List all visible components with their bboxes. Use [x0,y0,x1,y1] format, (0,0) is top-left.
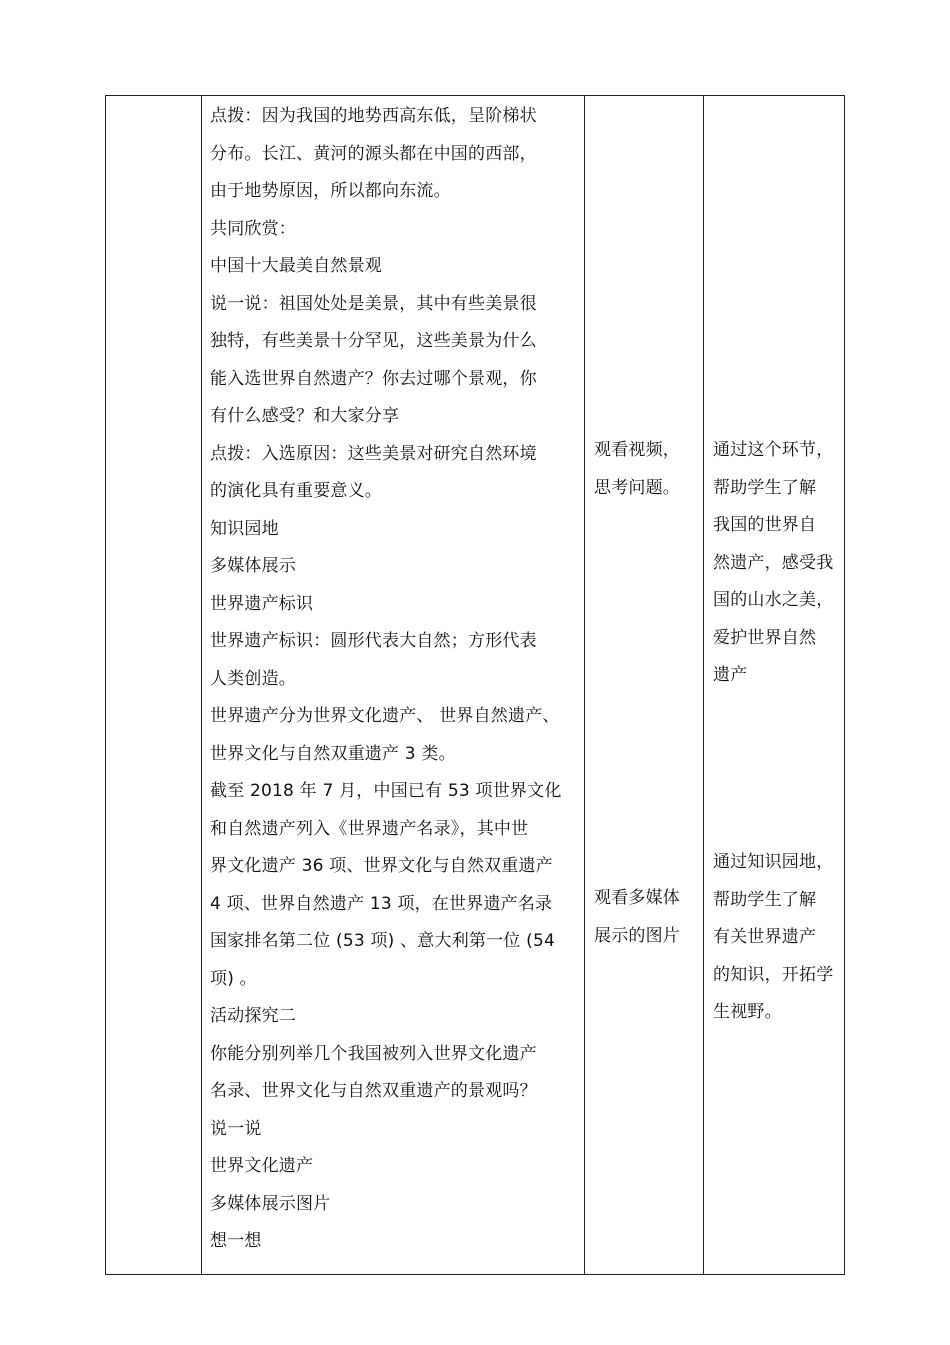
activity-block [594,432,680,507]
column-divider [584,96,585,1274]
content-line: 世界遗产分为世界文化遗产、 世界自然遗产、 [210,706,560,726]
content-line: 名录、世界文化与自然双重遗产的景观吗？ [210,1081,537,1101]
content-line: 点拨：入选原因：这些美景对研究自然环境 [210,443,537,464]
content-line: 独特，有些美景十分罕见，这些美景为什么 [210,331,537,351]
intent-line: 通过这个环节， [713,440,834,460]
content-line: 点拨：因为我国的地势西高东低，呈阶梯状 [210,106,537,126]
activity-line: 展示的图片 [594,925,680,946]
column-divider [201,96,202,1274]
content-line: 由于地势原因，所以都向东流。 [210,181,451,201]
content-line: 的演化具有重要意义。 [210,481,382,501]
content-line: 活动探究二 [210,1006,296,1026]
content-line: 中国十大最美自然景观 [210,256,382,276]
teaching-content-column [210,98,580,1261]
content-line: 想一想 [210,1231,262,1251]
content-line: 世界遗产标识 [210,593,314,614]
content-line: 4 项、世界自然遗产 13 项，在世界遗产名录 [210,893,553,914]
content-line: 能入选世界自然遗产？你去过哪个景观，你 [210,368,537,389]
content-line: 知识园地 [210,518,279,539]
intent-line: 生视野。 [713,1002,782,1022]
content-line: 多媒体展示图片 [210,1193,331,1214]
intent-line: 遗产 [713,665,748,685]
intent-line: 然遗产，感受我 [713,552,834,573]
intent-line: 帮助学生了解 [713,889,817,910]
content-line: 截至 2018 年 7 月，中国已有 53 项世界文化 [210,781,562,801]
content-line: 世界遗产标识：圆形代表大自然；方形代表 [210,631,537,651]
activity-line: 思考问题。 [594,477,680,498]
content-line: 多媒体展示 [210,556,296,576]
content-line: 有什么感受？和大家分享 [210,406,400,426]
intent-line: 的知识，开拓学 [713,964,834,985]
content-line: 和自然遗产列入《世界遗产名录》，其中世 [210,818,529,839]
lesson-plan-table [105,95,845,1275]
content-line: 你能分别列举几个我国被列入世界文化遗产 [210,1043,537,1064]
intent-block [713,432,833,695]
content-line: 世界文化遗产 [210,1156,314,1176]
content-line: 人类创造。 [210,668,296,689]
intent-line: 通过知识园地， [713,852,834,872]
activity-line: 观看多媒体 [594,888,680,908]
content-line: 分布。长江、黄河的源头都在中国的西部， [210,143,537,164]
intent-block [713,844,833,1032]
intent-line: 有关世界遗产 [713,927,817,947]
content-line: 项) 。 [210,968,257,989]
content-line: 共同欣赏： [210,218,296,239]
intent-line: 爱护世界自然 [713,627,817,648]
column-divider [703,96,704,1274]
activity-block [594,880,680,955]
activity-line: 观看视频， [594,440,680,460]
intent-line: 帮助学生了解 [713,477,817,498]
intent-line: 我国的世界自 [713,515,817,535]
content-line: 说一说 [210,1118,262,1139]
intent-line: 国的山水之美， [713,590,834,610]
content-line: 界文化遗产 36 项、世界文化与自然双重遗产 [210,856,553,876]
content-line: 国家排名第二位 (53 项) 、意大利第一位 (54 [210,931,555,951]
content-line: 说一说：祖国处处是美景，其中有些美景很 [210,293,537,314]
content-line: 世界文化与自然双重遗产 3 类。 [210,743,456,764]
